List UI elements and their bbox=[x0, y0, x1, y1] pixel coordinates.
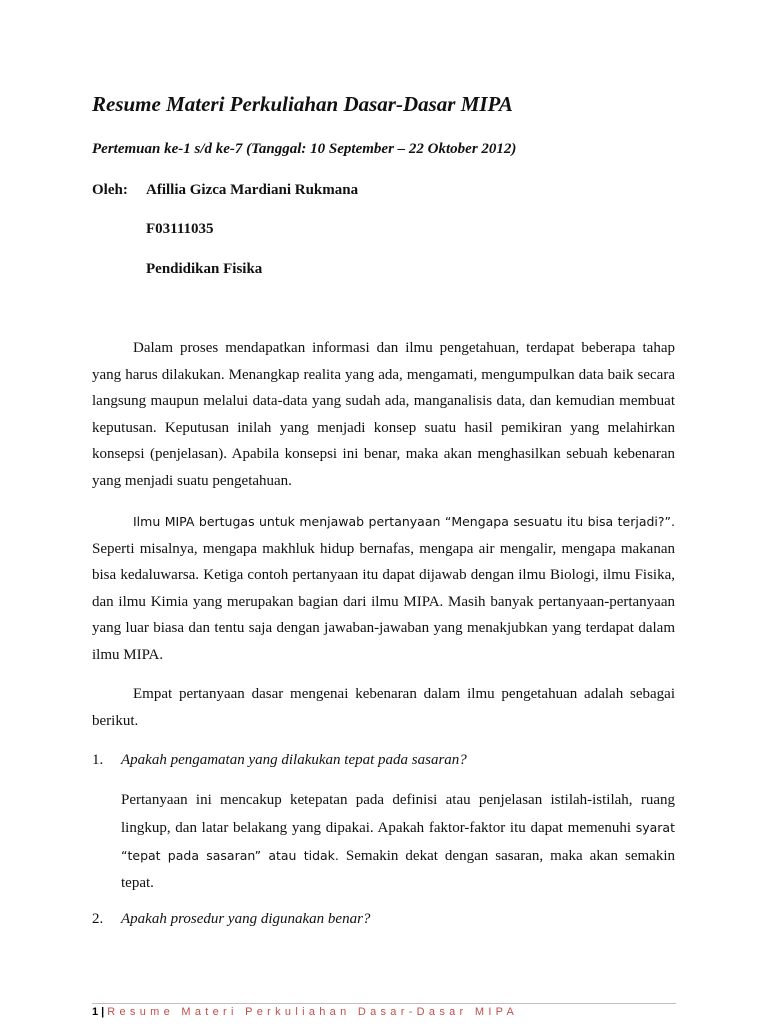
list-number: 1. bbox=[92, 752, 104, 768]
author-label bbox=[92, 182, 146, 199]
list-question: Apakah pengamatan yang dilakukan tepat pada sasaran? bbox=[121, 752, 467, 768]
author-name: Afillia Gizca Mardiani Rukmana bbox=[146, 182, 359, 198]
document-title: Resume Materi Perkuliahan Dasar-Dasar MIPA bbox=[92, 92, 513, 116]
list-description-end: Semakin dekat dengan sasaran, maka akan semakin tepat. bbox=[121, 848, 675, 891]
list-item bbox=[92, 911, 370, 928]
footer-title: Resume Materi Perkuliahan Dasar-Dasar MIPA bbox=[107, 1006, 519, 1018]
list-question: Apakah prosedur yang digunakan benar? bbox=[121, 911, 371, 927]
list-description bbox=[121, 787, 675, 897]
list-description-part: Pertanyaan ini mencakup ketepatan pada definisi atau penjelasan istilah-istilah, ruang lingkup, dan latar belakang yang dipakai. Apakah faktor-faktor itu dapat memenuhi bbox=[121, 792, 675, 836]
paragraph-mipa-rest: Seperti misalnya, mengapa makhluk hidup bernafas, mengapa air mengalir, mengapa makanan bisa kedaluwarsa. Ketiga contoh pertanyaan itu dapat dijawab dengan ilmu Biologi, ilmu Fisika, dan ilmu Kimia yang merupakan bagian dari ilmu MIPA. Masih banyak pertanyaan-pertanyaan yang luar biasa dan tentu saja dengan jawaban-jawaban yang menakjubkan yang terdapat dalam ilmu MIPA. bbox=[92, 540, 675, 663]
page-footer bbox=[92, 1006, 518, 1018]
paragraph-intro: Dalam proses mendapatkan informasi dan ilmu pengetahuan, terdapat beberapa tahap yang harus dilakukan. Menangkap realita yang ada, mengamati, mengumpulkan data baik secara langsung maupun melalui data-data yang sudah ada, manganalisis data, dan kemudian membuat keputusan. Keputusan inilah yang menjadi konsep suatu hasil pemikiran yang melahirkan konsepsi (penjelasan). Apabila konsepsi ini benar, maka akan menghasilkan sebuah kebenaran yang menjadi suatu pengetahuan. bbox=[92, 340, 675, 489]
list-description-sans: syarat “tepat pada sasaran” atau tidak. bbox=[121, 820, 675, 863]
paragraph-mipa-lead: Ilmu MIPA bertugas untuk menjawab pertanyaan “Mengapa sesuatu itu bisa terjadi?”. bbox=[133, 514, 675, 529]
student-id: F03111035 bbox=[146, 221, 214, 237]
list-number: 2. bbox=[92, 911, 104, 927]
department: Pendidikan Fisika bbox=[146, 261, 263, 277]
paragraph-mipa bbox=[92, 509, 675, 668]
meeting-info: Pertemuan ke-1 s/d ke-7 (Tanggal: 10 September – 22 Oktober 2012) bbox=[92, 141, 517, 157]
page-number: 1 | bbox=[92, 1006, 105, 1018]
footer-divider bbox=[92, 1003, 676, 1004]
list-item bbox=[92, 752, 467, 769]
paragraph-questions-intro: Empat pertanyaan dasar mengenai kebenaran dalam ilmu pengetahuan adalah sebagai berikut. bbox=[92, 686, 675, 729]
author-label-text: Oleh: bbox=[92, 182, 128, 198]
